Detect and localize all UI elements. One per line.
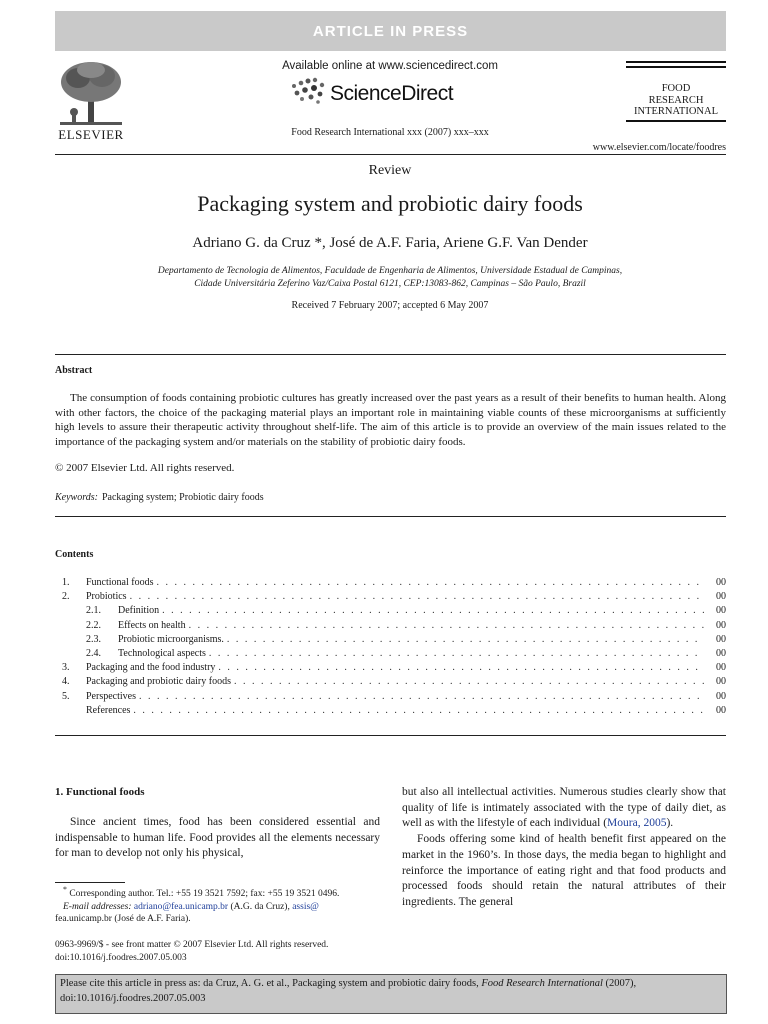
toc-leader	[209, 648, 704, 659]
elsevier-tree-logo	[56, 60, 126, 128]
affiliation-line: Departamento de Tecnologia de Alimentos, Faculdade de Engenharia de Alimentos, Universidade Estadual de Campinas,	[157, 266, 623, 276]
journal-logo-bottom-rule	[626, 120, 726, 122]
toc-number: 2.1.	[86, 605, 101, 617]
toc-page: 00	[716, 676, 726, 688]
toc-number: 4.	[62, 676, 70, 688]
article-type: Review	[368, 163, 412, 178]
toc-item[interactable]	[62, 605, 726, 619]
email-link[interactable]: adriano@fea.unicamp.br	[133, 901, 229, 912]
toc-leader	[189, 620, 704, 631]
publisher-name: ELSEVIER	[58, 127, 124, 142]
citation-box	[55, 974, 727, 1014]
toc-label: Definition	[118, 605, 160, 617]
header-rule	[55, 154, 726, 155]
journal-name-line: FOOD	[661, 83, 691, 94]
body-paragraph-left: Since ancient times, food has been considered essential and indispensable to human life. Food provides all the elements necessary for man to develop not only his physical,	[55, 816, 380, 860]
journal-name-line: INTERNATIONAL	[634, 106, 718, 117]
toc-label: Perspectives	[86, 690, 136, 702]
toc-label: Effects on health	[118, 619, 186, 631]
toc-page: 00	[716, 690, 726, 702]
keywords-label: Keywords:	[55, 492, 98, 503]
toc-number: 2.3.	[86, 633, 101, 645]
abstract-copyright: © 2007 Elsevier Ltd. All rights reserved.	[55, 462, 235, 474]
journal-url-link[interactable]: www.elsevier.com/locate/foodres	[592, 142, 726, 153]
toc-label: Packaging and probiotic dairy foods	[86, 676, 231, 688]
toc-leader	[162, 605, 704, 616]
toc-page: 00	[716, 619, 726, 631]
sciencedirect-wordmark: ScienceDirect	[330, 82, 454, 105]
issn-line: 0963-9969/$ - see front matter © 2007 Elsevier Ltd. All rights reserved.	[55, 940, 329, 950]
toc-item[interactable]	[62, 591, 726, 605]
keywords	[55, 492, 264, 503]
footnote	[55, 884, 380, 926]
toc-number: 1.	[62, 577, 70, 588]
footnote-star: *	[63, 885, 67, 894]
toc-leader	[139, 691, 704, 702]
footnote-corresponding	[55, 884, 380, 901]
footnote-emails	[55, 901, 380, 914]
toc-page: 00	[716, 704, 726, 716]
toc-leader	[218, 662, 704, 673]
footnote-email-continuation: fea.unicamp.br (José de A.F. Faria).	[55, 914, 191, 925]
keywords-bottom-rule	[55, 516, 726, 517]
toc-page: 00	[716, 591, 726, 603]
citation-journal: Food Research International	[481, 978, 603, 989]
toc-page: 00	[716, 647, 726, 659]
contents-bottom-rule	[55, 735, 726, 736]
toc-number: 2.	[62, 591, 70, 603]
abstract-text: The consumption of foods containing probiotic cultures has greatly increased over the past years as a result of their benefits to human health. Along with other factors, the choice of the packaging material plays an important role in maintaining viable counts of these microorganisms at sufficiently high levels to assure their therapeutic activity throughout shelf-life. The aim of this article is to provide an overview of the main issues related to the importance of the packaging system and/or materials on the stability of probiotic dairy foods.	[55, 392, 726, 448]
journal-name-block	[622, 83, 730, 118]
toc-label: References	[86, 704, 131, 716]
banner-text: ARTICLE IN PRESS	[312, 22, 469, 40]
toc-label: Probiotics	[86, 591, 127, 603]
email-link[interactable]: assis@	[292, 901, 319, 912]
journal-citation: Food Research International xxx (2007) xxx–xxx	[291, 127, 489, 138]
sciencedirect-logo	[288, 76, 488, 108]
toc-leader	[234, 676, 704, 687]
toc-leader	[157, 577, 705, 588]
contents-heading: Contents	[55, 549, 94, 560]
toc-label: Technological aspects	[118, 647, 206, 659]
body-paragraph	[402, 785, 726, 832]
sciencedirect-dots-icon	[288, 76, 328, 108]
body-column-right	[402, 785, 726, 911]
toc-item[interactable]	[62, 662, 726, 676]
reference-link[interactable]: Moura, 2005	[607, 817, 667, 830]
toc-page: 00	[716, 662, 726, 674]
author-affiliation	[80, 265, 700, 291]
toc-page: 00	[716, 605, 726, 617]
toc-item[interactable]	[62, 676, 726, 690]
toc-item[interactable]	[62, 620, 726, 634]
available-online-text: Available online at www.sciencedirect.com	[282, 60, 498, 72]
toc-leader	[130, 591, 704, 602]
article-in-press-banner	[55, 11, 726, 51]
article-authors: Adriano G. da Cruz *, José de A.F. Faria, Ariene G.F. Van Dender	[192, 235, 588, 251]
toc-item[interactable]	[62, 705, 726, 719]
table-of-contents	[62, 577, 726, 719]
citation-prefix: Please cite this article in press as: da Cruz, A. G. et al., Packaging system and probiotic dairy foods,	[60, 978, 479, 989]
toc-page: 00	[716, 577, 726, 588]
affiliation-line: Cidade Universitária Zeferino Vaz/Caixa Postal 6121, CEP:13083-862, Campinas – São Paulo, Brazil	[194, 279, 586, 289]
article-title: Packaging system and probiotic dairy foods	[197, 191, 583, 216]
abstract-top-rule	[55, 354, 726, 355]
email-owner: (A.G. da Cruz),	[230, 901, 290, 912]
body-text: but also all intellectual activities. Numerous studies clearly show that quality of life is intimately associated with the type of daily diet, as well as with the lifestyle of each individual (	[402, 786, 726, 830]
journal-logo-rules	[626, 61, 726, 70]
toc-number: 2.4.	[86, 647, 101, 659]
issn-block	[55, 939, 385, 964]
toc-label: Packaging and the food industry	[86, 662, 216, 674]
citation-suffix: (2007), doi:10.1016/j.foodres.2007.05.003	[60, 978, 637, 1004]
toc-item[interactable]	[62, 691, 726, 705]
toc-item[interactable]	[62, 648, 726, 662]
toc-page: 00	[716, 633, 726, 645]
doi-line: doi:10.1016/j.foodres.2007.05.003	[55, 952, 187, 963]
received-dates: Received 7 February 2007; accepted 6 May 2007	[291, 300, 489, 311]
toc-number: 5.	[62, 690, 70, 702]
abstract-heading: Abstract	[55, 365, 93, 376]
toc-label: Functional foods	[86, 577, 154, 588]
email-label: E-mail addresses:	[63, 901, 132, 912]
body-paragraph: Foods offering some kind of health benefit first appeared on the market in the 1960’s. In those days, the media began to highlight and reinforce the importance of eating right and that food products and processed foods should retain the natural attributes of their ingredients. The general	[402, 833, 726, 908]
toc-label: Probiotic microorganisms.	[118, 633, 224, 645]
toc-item[interactable]	[62, 577, 726, 591]
section-heading: 1. Functional foods	[55, 786, 145, 798]
toc-number: 2.2.	[86, 619, 101, 631]
footnote-rule	[55, 882, 125, 883]
body-text: ).	[666, 817, 674, 830]
toc-leader	[133, 705, 704, 716]
toc-leader	[227, 634, 704, 645]
toc-item[interactable]	[62, 634, 726, 648]
toc-number: 3.	[62, 662, 70, 674]
footnote-contact: Corresponding author. Tel.: +55 19 3521 7592; fax: +55 19 3521 0496.	[69, 889, 340, 900]
journal-name-line: RESEARCH	[648, 94, 704, 106]
keywords-value: Packaging system; Probiotic dairy foods	[101, 492, 264, 503]
